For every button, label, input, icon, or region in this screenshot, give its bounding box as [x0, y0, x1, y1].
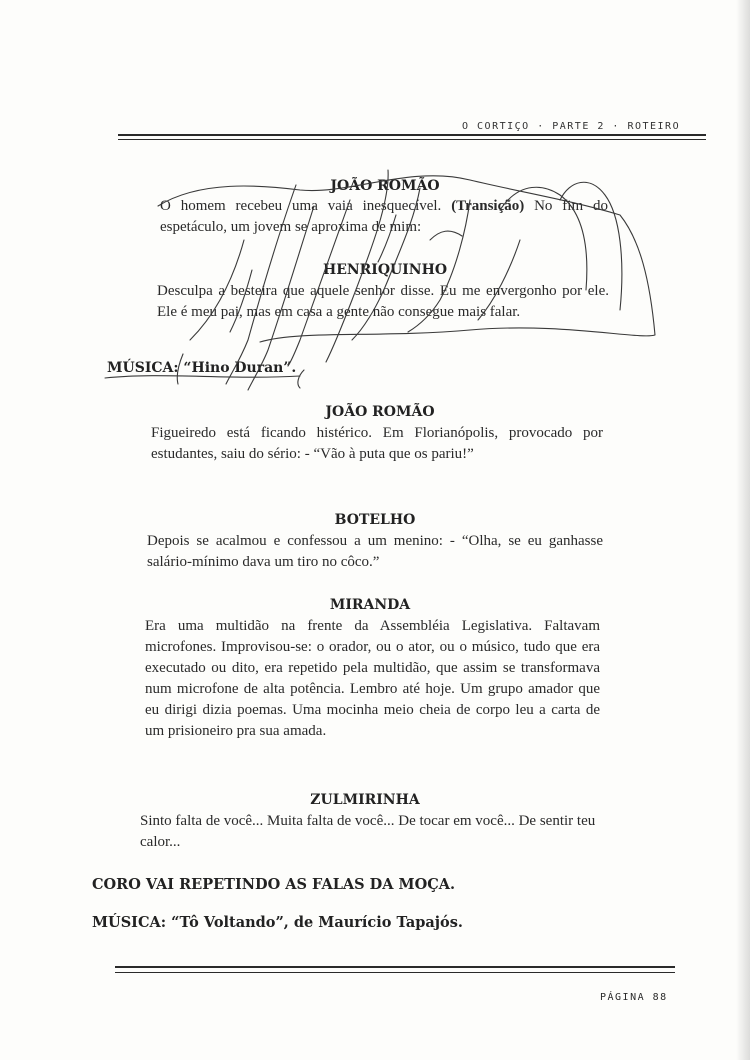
stage-direction-coro: CORO VAI REPETINDO AS FALAS DA MOÇA.: [92, 876, 456, 893]
footer-rule-thin: [115, 972, 675, 973]
speaker-henriquinho: HENRIQUINHO: [322, 262, 448, 278]
page-number: PÁGINA 88: [600, 992, 668, 1003]
speech-joao-romao-2: Figueiredo está ficando histérico. Em Florianópolis, provocado por estudantes, saiu do sério: - “Vão à puta que os pariu!”: [151, 425, 603, 462]
speaker-botelho: BOTELHO: [334, 512, 416, 528]
page-edge-shadow: [736, 0, 750, 1060]
speech-botelho: Depois se acalmou e confessou a um menino: - “Olha, se eu ganhasse salário-mínimo dava um tiro no côco.”: [147, 533, 603, 570]
speech-text-after: No fim do espetáculo, um jovem se aproxima de mim:: [160, 198, 608, 235]
header-rule-thin: [118, 139, 706, 140]
speech-henriquinho: Desculpa a besteira que aquele senhor disse. Eu me envergonho por ele. Ele é meu pai, mas em casa a gente não consegue mais falar.: [157, 283, 609, 320]
speaker-miranda: MIRANDA: [329, 597, 411, 613]
stage-direction-transicao: (Transição): [451, 198, 525, 214]
speaker-joao-romao-1: JOÃO ROMÃO: [330, 178, 440, 194]
footer-rule: [115, 966, 675, 968]
speech-miranda: Era uma multidão na frente da Assembléia Legislativa. Faltavam microfones. Improvisou-se: o orador, ou o ator, ou o músico, tudo que era executado ou dito, era repetido pela multidão, que assim se transformava num microfone de alta potência. Lembro até hoje. Um grupo amador que eu dirigi dizia poemas. Uma mocinha meio cheia de corpo leu a carta de um prisioneiro pra sua amada.: [145, 618, 600, 739]
music-cue-to-voltando: MÚSICA: “Tô Voltando”, de Maurício Tapajós.: [92, 914, 463, 931]
speech-joao-romao-1: [160, 196, 608, 238]
speaker-zulmirinha: ZULMIRINHA: [310, 792, 420, 808]
speech-zulmirinha: Sinto falta de você... Muita falta de você... De tocar em você... De sentir teu calor...: [140, 813, 596, 850]
running-header: O CORTIÇO · PARTE 2 · ROTEIRO: [462, 121, 681, 132]
speech-text-before: O homem recebeu uma vaia inesquecível.: [160, 198, 452, 214]
header-rule: [118, 134, 706, 136]
speaker-joao-romao-2: JOÃO ROMÃO: [325, 404, 435, 420]
music-cue-hino-duran: MÚSICA: “Hino Duran”.: [107, 360, 297, 376]
